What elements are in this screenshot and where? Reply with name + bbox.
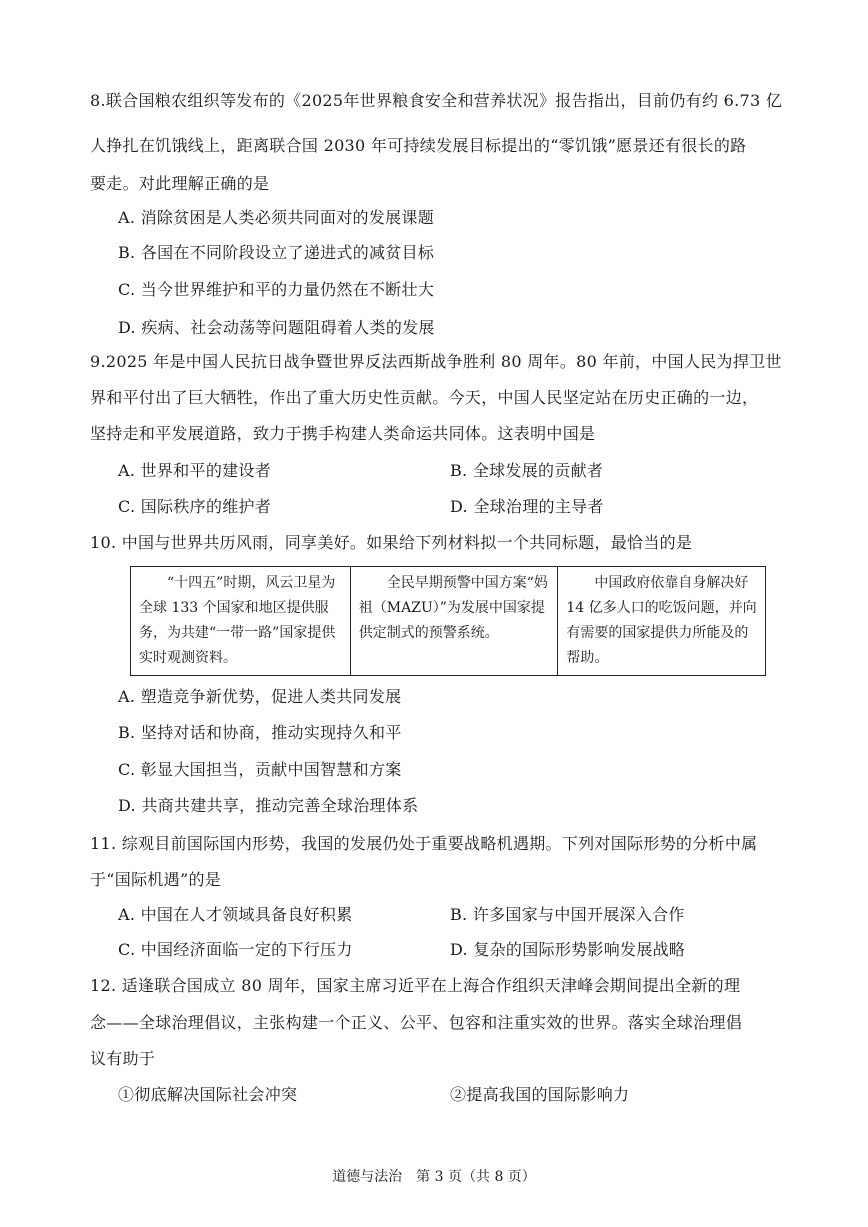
q9-option-a: A. 世界和平的建设者	[118, 461, 272, 480]
q11-option-c: C. 中国经济面临一定的下行压力	[118, 940, 353, 959]
page-footer: 道德与法治 第 3 页（共 8 页）	[332, 1169, 536, 1185]
q10-material-1: “十四五”时期，风云卫星为全球 133 个国家和地区提供服务，为共建“一带一路”国家提供实时观测资料。	[131, 567, 351, 676]
q8-option-b: B. 各国在不同阶段设立了递进式的减贫目标	[118, 243, 435, 262]
q10-option-b: B. 坚持对话和协商，推动实现持久和平	[118, 723, 402, 742]
q9-option-c: C. 国际秩序的维护者	[118, 497, 272, 516]
q9-stem-line-2: 界和平付出了巨大牺牲，作出了重大历史性贡献。今天，中国人民坚定站在历史正确的一边，	[90, 388, 759, 407]
q10-material-table	[130, 566, 766, 676]
q8-option-d: D. 疾病、社会动荡等问题阻碍着人类的发展	[118, 318, 435, 337]
q9-option-b: B. 全球发展的贡献者	[450, 461, 604, 480]
q10-option-a: A. 塑造竞争新优势，促进人类共同发展	[118, 687, 402, 706]
q9-stem-line-1: 9.2025 年是中国人民抗日战争暨世界反法西斯战争胜利 80 周年。80 年前，中国人民为捍卫世	[90, 352, 782, 371]
q10-stem: 10. 中国与世界共历风雨，同享美好。如果给下列材料拟一个共同标题，最恰当的是	[90, 533, 693, 552]
q12-stem-line-2: 念——全球治理倡议，主张构建一个正义、公平、包容和注重实效的世界。落实全球治理倡	[90, 1013, 743, 1032]
q12-option-1: ①彻底解决国际社会冲突	[118, 1085, 298, 1104]
q11-option-b: B. 许多国家与中国开展深入合作	[450, 905, 685, 924]
q9-option-d: D. 全球治理的主导者	[450, 497, 604, 516]
q9-stem-line-3: 坚持走和平发展道路，致力于携手构建人类命运共同体。这表明中国是	[90, 424, 596, 443]
q11-option-d: D. 复杂的国际形势影响发展战略	[450, 940, 686, 959]
q11-option-a: A. 中国在人才领域具备良好积累	[118, 905, 353, 924]
q10-option-c: C. 彰显大国担当，贡献中国智慧和方案	[118, 760, 402, 779]
q11-stem-line-2: 于“国际机遇”的是	[90, 870, 222, 889]
q10-option-d: D. 共商共建共享，推动完善全球治理体系	[118, 796, 419, 815]
q10-material-2: 全民早期预警中国方案“妈祖（MAZU）”为发展中国家提供定制式的预警系统。	[350, 567, 558, 676]
q12-option-2: ②提高我国的国际影响力	[450, 1085, 630, 1104]
q12-stem-line-1: 12. 适逢联合国成立 80 周年，国家主席习近平在上海合作组织天津峰会期间提出全新的理	[90, 976, 741, 995]
q8-option-c: C. 当今世界维护和平的力量仍然在不断壮大	[118, 280, 435, 299]
q8-stem-line-3: 要走。对此理解正确的是	[90, 174, 270, 193]
q8-stem-line-2: 人挣扎在饥饿线上，距离联合国 2030 年可持续发展目标提出的“零饥饿”愿景还有很长的路	[90, 136, 747, 155]
q11-stem-line-1: 11. 综观目前国际国内形势，我国的发展仍处于重要战略机遇期。下列对国际形势的分析中属	[90, 834, 758, 853]
q8-stem-line-1: 8.联合国粮农组织等发布的《2025年世界粮食安全和营养状况》报告指出，目前仍有约 6.73 亿	[90, 91, 783, 110]
q10-material-3: 中国政府依靠自身解决好 14 亿多人口的吃饭问题，并向有需要的国家提供力所能及的帮助。	[558, 567, 766, 676]
q12-stem-line-3: 议有助于	[90, 1049, 156, 1068]
q8-option-a: A. 消除贫困是人类必须共同面对的发展课题	[118, 208, 435, 227]
